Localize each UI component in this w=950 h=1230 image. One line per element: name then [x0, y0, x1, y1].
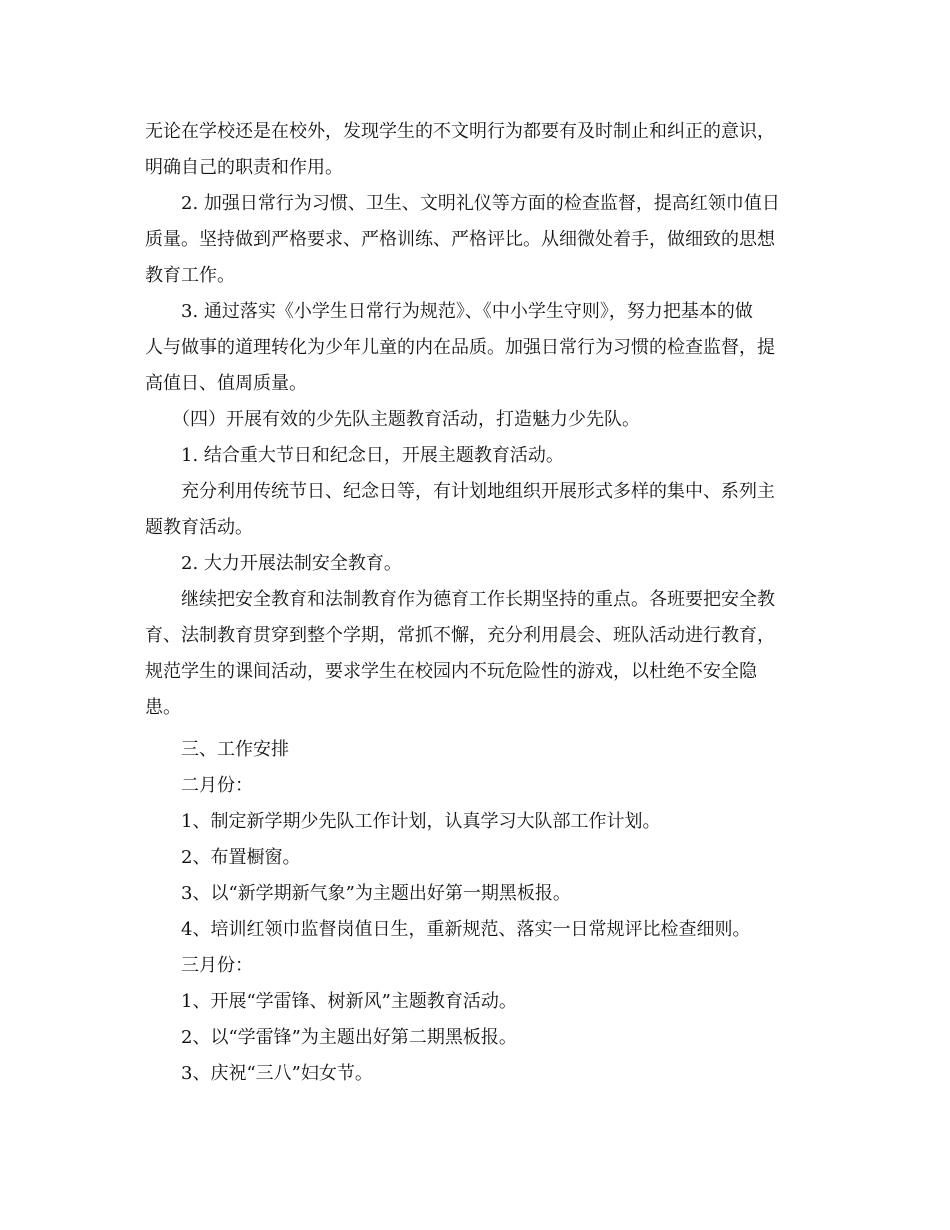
list-item — [145, 804, 805, 840]
paragraph — [145, 474, 805, 546]
section-heading — [145, 402, 805, 438]
text-line: 高值日、值周质量。 — [145, 373, 307, 394]
text-line: 三、工作安排 — [181, 739, 289, 760]
list-item — [145, 912, 805, 948]
text-line: 2、布置橱窗。 — [181, 847, 301, 868]
text-line: 充分利用传统节日、纪念日等，有计划地组织开展形式多样的集中、系列主 — [181, 481, 775, 502]
list-item — [145, 1056, 805, 1092]
text-line: 2、以“学雷锋”为主题出好第二期黑板报。 — [181, 1027, 517, 1048]
paragraph — [145, 294, 805, 402]
text-line: 无论在学校还是在校外，发现学生的不文明行为都要有及时制止和纠正的意识， — [145, 121, 775, 142]
list-item — [145, 1020, 805, 1056]
text-line: 3、以“新学期新气象”为主题出好第一期黑板报。 — [181, 883, 571, 904]
text-line: 题教育活动。 — [145, 517, 253, 538]
document-body — [145, 114, 805, 1092]
text-line: 1、开展“学雷锋、树新风”主题教育活动。 — [181, 991, 517, 1012]
subheading — [145, 546, 805, 582]
text-line: 2. 大力开展法制安全教育。 — [181, 553, 402, 574]
text-line: 患。 — [145, 697, 181, 718]
paragraph — [145, 582, 805, 726]
text-line: 3. 通过落实《小学生日常行为规范》、《中小学生守则》，努力把基本的做 — [181, 301, 753, 322]
text-line: 继续把安全教育和法制教育作为德育工作长期坚持的重点。各班要把安全教 — [181, 589, 775, 610]
list-item — [145, 984, 805, 1020]
text-line: 3、庆祝“三八”妇女节。 — [181, 1063, 373, 1084]
text-line: 教育工作。 — [145, 265, 235, 286]
text-line: 2. 加强日常行为习惯、卫生、文明礼仪等方面的检查监督，提高红领巾值日 — [181, 193, 780, 214]
text-line: 人与做事的道理转化为少年儿童的内在品质。加强日常行为习惯的检查监督，提 — [145, 337, 775, 358]
text-line: 4、培训红领巾监督岗值日生，重新规范、落实一日常规评比检查细则。 — [181, 919, 751, 940]
month-heading — [145, 948, 805, 984]
text-line: 规范学生的课间活动，要求学生在校园内不玩危险性的游戏，以杜绝不安全隐 — [145, 661, 757, 682]
text-line: （四）开展有效的少先队主题教育活动，打造魅力少先队。 — [172, 409, 640, 430]
list-item — [145, 840, 805, 876]
text-line: 明确自己的职责和作用。 — [145, 157, 343, 178]
subheading — [145, 438, 805, 474]
text-line: 育、法制教育贯穿到整个学期，常抓不懈，充分利用晨会、班队活动进行教育， — [145, 625, 775, 646]
text-line: 1. 结合重大节日和纪念日，开展主题教育活动。 — [181, 445, 564, 466]
text-line: 质量。坚持做到严格要求、严格训练、严格评比。从细微处着手，做细致的思想 — [145, 229, 775, 250]
text-line: 1、制定新学期少先队工作计划，认真学习大队部工作计划。 — [181, 811, 661, 832]
section-heading — [145, 732, 805, 768]
paragraph — [145, 114, 805, 186]
paragraph — [145, 186, 805, 294]
list-item — [145, 876, 805, 912]
text-line: 二月份： — [181, 775, 253, 796]
text-line: 三月份： — [181, 955, 253, 976]
month-heading — [145, 768, 805, 804]
